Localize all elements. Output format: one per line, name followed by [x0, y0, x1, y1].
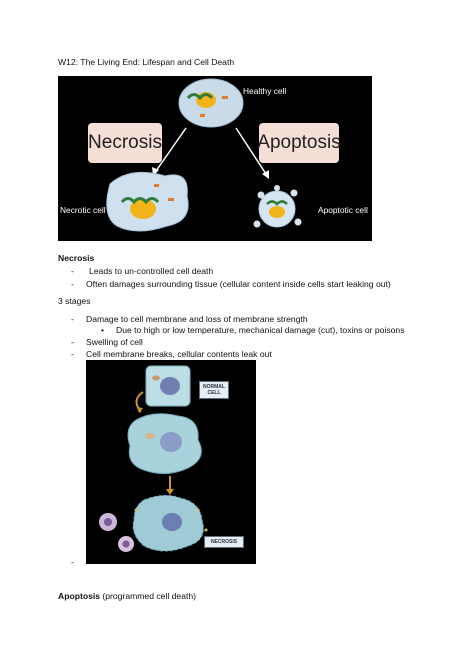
necrosis-label-box: Necrosis [88, 123, 162, 163]
necrosis-stages-figure [86, 360, 256, 564]
necrotic-cell-label: Necrotic cell [60, 205, 106, 215]
healthy-cell-label: Healthy cell [243, 86, 287, 96]
apoptosis-label-box: Apoptosis [259, 123, 339, 163]
stage-1: Damage to cell membrane and loss of membrane strength [86, 314, 308, 324]
necrosis-point-2: Often damages surrounding tissue (cellular content inside cells start leaking out) [86, 279, 391, 289]
stage-1-detail: Due to high or low temperature, mechanical damage (cut), toxins or poisons [116, 325, 405, 335]
apoptosis-line [58, 591, 196, 601]
necrosis-point-1: Leads to un-controlled cell death [89, 266, 214, 276]
necrosis-tag: NECROSIS [204, 536, 244, 548]
dash-marker: - [71, 337, 74, 347]
stage-3: Cell membrane breaks, cellular contents leak out [86, 349, 272, 359]
apoptosis-heading: Apoptosis [58, 591, 101, 601]
dash-marker: - [71, 279, 74, 289]
dash-marker: - [71, 314, 74, 324]
stage-2: Swelling of cell [86, 337, 143, 347]
apoptosis-note: (programmed cell death) [100, 591, 197, 601]
normal-cell-tag: NORMAL CELL [199, 381, 229, 399]
necrosis-stages-illustration [86, 360, 256, 564]
stages-label: 3 stages [58, 296, 91, 306]
dash-marker: - [71, 349, 74, 359]
necrosis-heading: Necrosis [58, 253, 95, 263]
cell-death-diagram [58, 76, 372, 241]
dash-marker: - [71, 266, 74, 276]
apoptotic-cell-label: Apoptotic cell [318, 205, 368, 215]
bullet-marker: • [101, 325, 105, 335]
document-title: W12: The Living End: Lifespan and Cell Death [58, 57, 235, 67]
dash-marker: - [71, 557, 74, 567]
